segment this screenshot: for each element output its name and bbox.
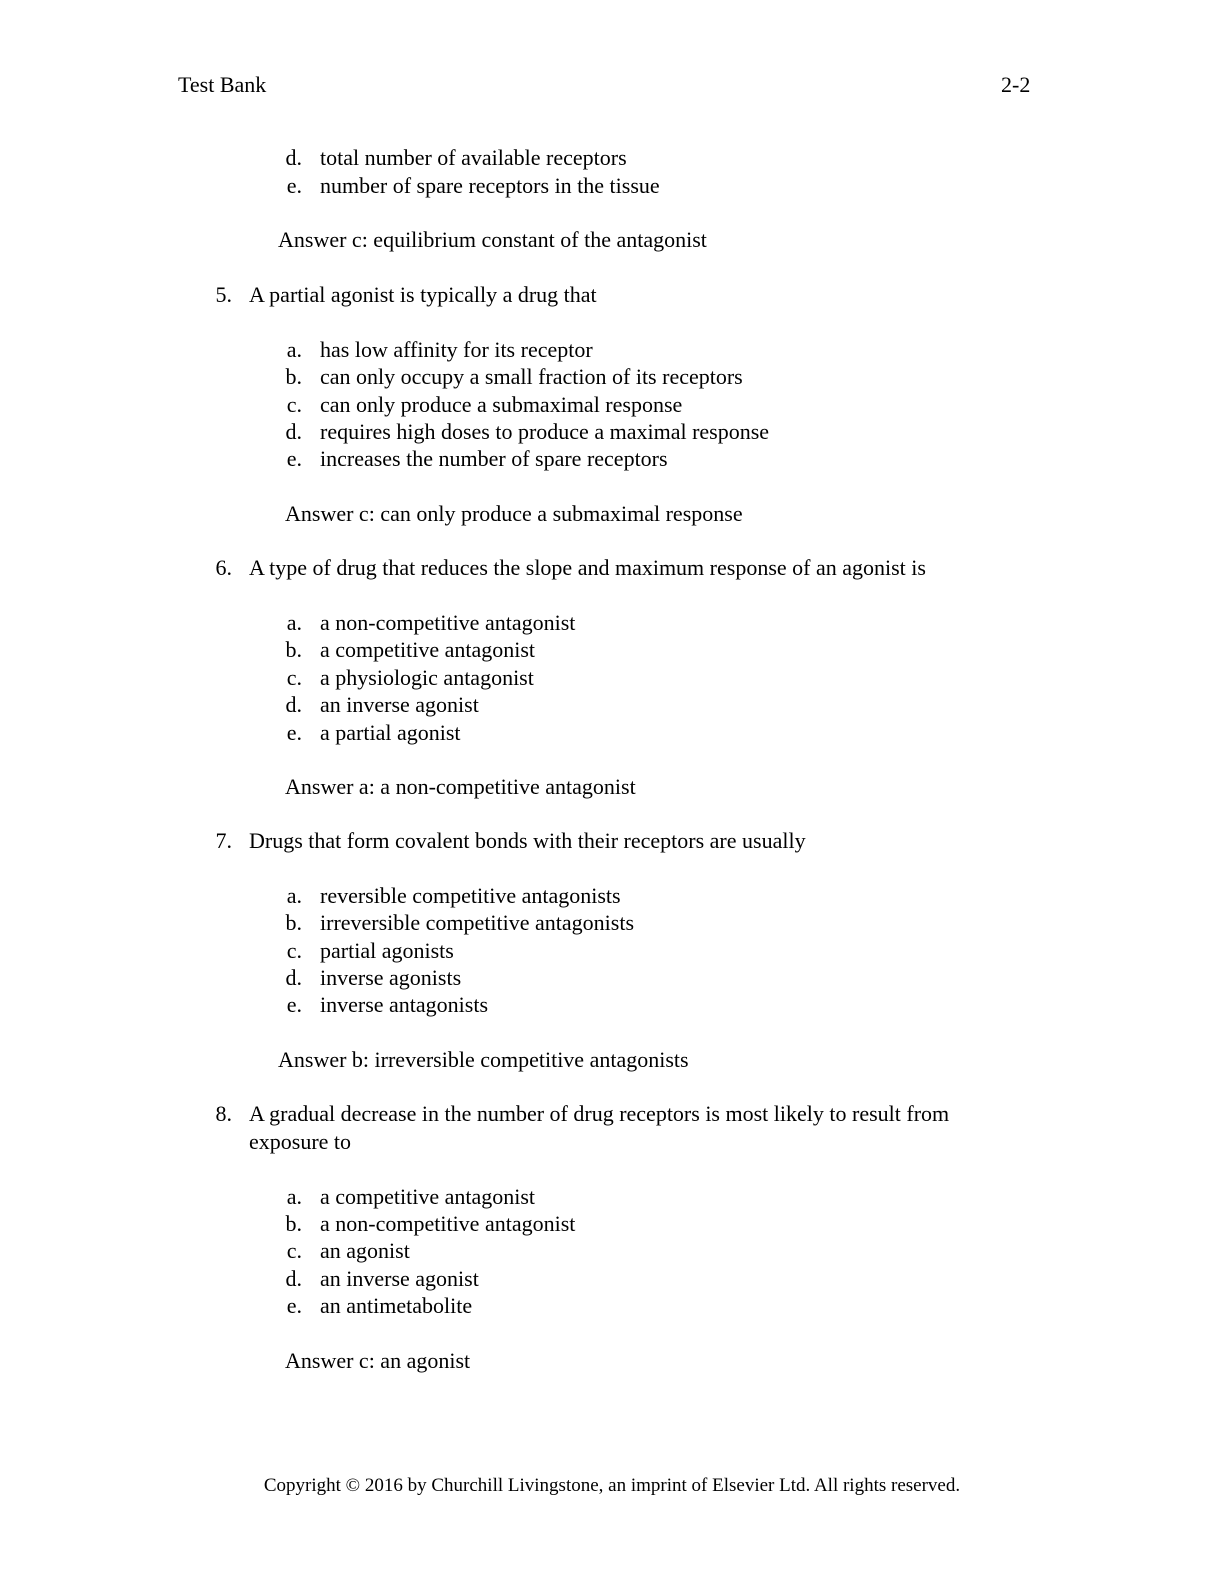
option-letter: e. bbox=[286, 992, 302, 1017]
option-text: a physiologic antagonist bbox=[320, 665, 534, 690]
option-letter: a. bbox=[286, 883, 302, 908]
header-title: Test Bank bbox=[178, 72, 267, 97]
question-stem: A partial agonist is typically a drug that bbox=[249, 282, 597, 307]
option-text: reversible competitive antagonists bbox=[320, 883, 621, 908]
question-number: 6. bbox=[215, 555, 232, 580]
option-letter: d. bbox=[285, 692, 302, 717]
option-letter: c. bbox=[286, 938, 302, 963]
option-text: can only produce a submaximal response bbox=[320, 392, 683, 417]
option-text: an antimetabolite bbox=[320, 1293, 473, 1318]
option-text: inverse antagonists bbox=[320, 992, 489, 1017]
answer-line: Answer c: an agonist bbox=[285, 1348, 471, 1373]
question-number: 7. bbox=[215, 828, 232, 853]
option-text: total number of available receptors bbox=[320, 145, 627, 170]
answer-line: Answer c: equilibrium constant of the antagonist bbox=[278, 227, 707, 252]
option-letter: d. bbox=[285, 419, 302, 444]
option-text: a non-competitive antagonist bbox=[320, 610, 576, 635]
option-letter: e. bbox=[286, 173, 302, 198]
option-text: a competitive antagonist bbox=[320, 1184, 536, 1209]
option-letter: d. bbox=[285, 145, 302, 170]
option-text: an agonist bbox=[320, 1238, 410, 1263]
option-letter: a. bbox=[286, 610, 302, 635]
question-number: 5. bbox=[215, 282, 232, 307]
option-text: increases the number of spare receptors bbox=[320, 446, 668, 471]
question-stem: A gradual decrease in the number of drug receptors is most likely to result from bbox=[249, 1101, 950, 1126]
option-letter: e. bbox=[286, 446, 302, 471]
answer-line: Answer c: can only produce a submaximal response bbox=[285, 501, 743, 526]
option-letter: c. bbox=[286, 392, 302, 417]
option-letter: e. bbox=[286, 1293, 302, 1318]
option-text: can only occupy a small fraction of its receptors bbox=[320, 364, 743, 389]
option-letter: d. bbox=[285, 1266, 302, 1291]
option-text: partial agonists bbox=[320, 938, 454, 963]
option-text: a competitive antagonist bbox=[320, 637, 536, 662]
option-text: a non-competitive antagonist bbox=[320, 1211, 576, 1236]
option-letter: b. bbox=[285, 364, 302, 389]
question-number: 8. bbox=[215, 1101, 232, 1126]
option-text: inverse agonists bbox=[320, 965, 462, 990]
option-text: requires high doses to produce a maximal response bbox=[320, 419, 770, 444]
question-stem: Drugs that form covalent bonds with their receptors are usually bbox=[249, 828, 806, 853]
option-letter: a. bbox=[286, 1184, 302, 1209]
answer-line: Answer b: irreversible competitive antagonists bbox=[278, 1047, 689, 1072]
option-text: irreversible competitive antagonists bbox=[320, 910, 635, 935]
option-text: a partial agonist bbox=[320, 720, 461, 745]
copyright-footer: Copyright © 2016 by Churchill Livingstone, an imprint of Elsevier Ltd. All rights reserved. bbox=[263, 1475, 961, 1496]
page-number: 2-2 bbox=[1001, 72, 1031, 97]
option-letter: a. bbox=[286, 337, 302, 362]
option-letter: d. bbox=[285, 965, 302, 990]
option-text: number of spare receptors in the tissue bbox=[320, 173, 660, 198]
option-letter: c. bbox=[286, 1238, 302, 1263]
answer-line: Answer a: a non-competitive antagonist bbox=[285, 774, 636, 799]
question-stem: A type of drug that reduces the slope and maximum response of an agonist is bbox=[249, 555, 926, 580]
option-text: an inverse agonist bbox=[320, 692, 479, 717]
option-letter: e. bbox=[286, 720, 302, 745]
question-stem-continued: exposure to bbox=[249, 1129, 352, 1154]
option-letter: b. bbox=[285, 637, 302, 662]
option-text: an inverse agonist bbox=[320, 1266, 479, 1291]
option-letter: b. bbox=[285, 910, 302, 935]
option-letter: c. bbox=[286, 665, 302, 690]
option-letter: b. bbox=[285, 1211, 302, 1236]
option-text: has low affinity for its receptor bbox=[320, 337, 593, 362]
